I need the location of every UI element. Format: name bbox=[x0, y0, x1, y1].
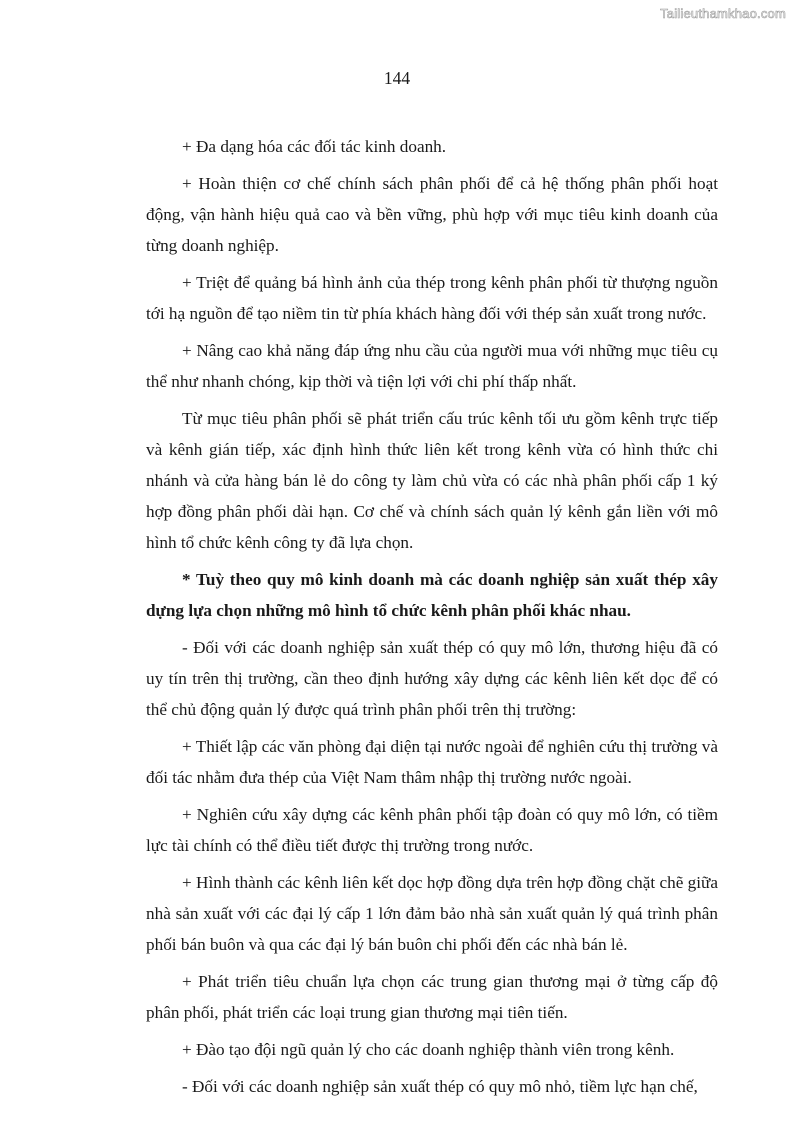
paragraph: Từ mục tiêu phân phối sẽ phát triển cấu trúc kênh tối ưu gồm kênh trực tiếp và kênh gián tiếp, xác định hình thức liên kết trong kênh vừa có hình thức chi nhánh và cửa hàng bán lẻ do công ty làm chủ vừa có các nhà phân phối cấp 1 ký hợp đồng phân phối dài hạn. Cơ chế và chính sách quản lý kênh gắn liền với mô hình tổ chức kênh công ty đã lựa chọn. bbox=[146, 409, 718, 552]
paragraph: + Triệt để quảng bá hình ảnh của thép trong kênh phân phối từ thượng nguồn tới hạ nguồn để tạo niềm tin từ phía khách hàng đối với thép sản xuất trong nước. bbox=[146, 273, 718, 323]
page-number: 144 bbox=[383, 68, 411, 88]
paragraph: + Hình thành các kênh liên kết dọc hợp đồng dựa trên hợp đồng chặt chẽ giữa nhà sản xuất với các đại lý cấp 1 lớn đảm bảo nhà sản xuất quản lý quá trình phân phối bán buôn và qua các đại lý bán buôn chi phối đến các nhà bán lẻ. bbox=[146, 873, 718, 954]
paragraph: - Đối với các doanh nghiệp sản xuất thép có quy mô lớn, thương hiệu đã có uy tín trên thị trường, cần theo định hướng xây dựng các kênh liên kết dọc để có thể chủ động quản lý được quá trình phân phối trên thị trường: bbox=[146, 638, 718, 719]
watermark: Tailieuthamkhao.com bbox=[660, 6, 786, 21]
paragraph: - Đối với các doanh nghiệp sản xuất thép có quy mô nhỏ, tiềm lực hạn chế, bbox=[182, 1077, 698, 1096]
paragraph: + Đào tạo đội ngũ quản lý cho các doanh nghiệp thành viên trong kênh. bbox=[182, 1040, 675, 1059]
paragraph: + Hoàn thiện cơ chế chính sách phân phối để cả hệ thống phân phối hoạt động, vận hành hiệu quả cao và bền vững, phù hợp với mục tiêu kinh doanh của từng doanh nghiệp. bbox=[146, 174, 718, 255]
paragraph: + Nghiên cứu xây dựng các kênh phân phối tập đoàn có quy mô lớn, có tiềm lực tài chính có thể điều tiết được thị trường trong nước. bbox=[146, 805, 718, 855]
paragraph: + Thiết lập các văn phòng đại diện tại nước ngoài để nghiên cứu thị trường và đối tác nhằm đưa thép của Việt Nam thâm nhập thị trường nước ngoài. bbox=[146, 737, 718, 787]
paragraph: + Đa dạng hóa các đối tác kinh doanh. bbox=[182, 137, 447, 156]
paragraph: + Nâng cao khả năng đáp ứng nhu cầu của người mua với những mục tiêu cụ thể như nhanh chóng, kịp thời và tiện lợi với chi phí thấp nhất. bbox=[146, 341, 718, 391]
paragraph: + Phát triển tiêu chuẩn lựa chọn các trung gian thương mại ở từng cấp độ phân phối, phát triển các loại trung gian thương mại tiên tiến. bbox=[146, 972, 718, 1022]
document-body bbox=[146, 131, 718, 1108]
section-heading: * Tuỳ theo quy mô kinh doanh mà các doanh nghiệp sản xuất thép xây dựng lựa chọn những mô hình tổ chức kênh phân phối khác nhau. bbox=[146, 570, 718, 620]
